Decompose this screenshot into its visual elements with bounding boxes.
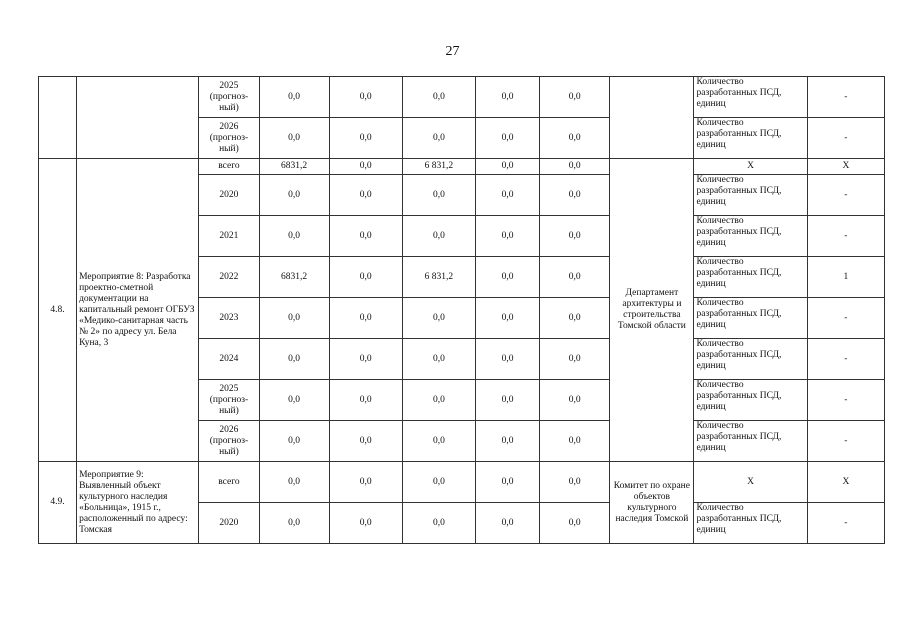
value-cell-5: 0,0 xyxy=(540,216,610,257)
value-cell-5: 0,0 xyxy=(540,298,610,339)
value-cell-4: 0,0 xyxy=(476,462,540,503)
year-cell: 2023 xyxy=(199,298,259,339)
indicator-cell: Количество разработанных ПСД, единиц xyxy=(694,339,807,380)
value-cell-3: 0,0 xyxy=(402,298,475,339)
indicator-value-cell: 1 xyxy=(807,257,884,298)
value-cell-3: 6 831,2 xyxy=(402,159,475,175)
value-cell-5: 0,0 xyxy=(540,339,610,380)
activity-index: 4.9. xyxy=(39,462,77,544)
indicator-cell: Количество разработанных ПСД, единиц xyxy=(694,421,807,462)
value-cell-1: 0,0 xyxy=(259,175,329,216)
value-cell-3: 0,0 xyxy=(402,462,475,503)
value-cell-5: 0,0 xyxy=(540,77,610,118)
value-cell-1: 0,0 xyxy=(259,298,329,339)
index-cell xyxy=(39,77,77,159)
activity-name: Мероприятие 8: Разработка проектно-сметной документации на капитальный ремонт ОГБУЗ «Медико-санитарная часть № 2» по адресу ул. Бела Куна, 3 xyxy=(77,159,199,462)
value-cell-4: 0,0 xyxy=(476,77,540,118)
value-cell-1: 0,0 xyxy=(259,462,329,503)
value-cell-2: 0,0 xyxy=(329,298,402,339)
indicator-cell: Количество разработанных ПСД, единиц xyxy=(694,118,807,159)
value-cell-5: 0,0 xyxy=(540,175,610,216)
indicator-cell: Количество разработанных ПСД, единиц xyxy=(694,257,807,298)
value-cell-3: 0,0 xyxy=(402,380,475,421)
indicator-cell: Количество разработанных ПСД, единиц xyxy=(694,77,807,118)
value-cell-4: 0,0 xyxy=(476,175,540,216)
indicator-value-cell: - xyxy=(807,339,884,380)
value-cell-3: 0,0 xyxy=(402,77,475,118)
value-cell-4: 0,0 xyxy=(476,421,540,462)
org-cell xyxy=(610,77,694,159)
value-cell-2: 0,0 xyxy=(329,421,402,462)
value-cell-4: 0,0 xyxy=(476,159,540,175)
program-table xyxy=(38,76,885,544)
responsible-org: Департамент архитектуры и строительства Томской области xyxy=(610,159,694,462)
value-cell-1: 0,0 xyxy=(259,380,329,421)
indicator-value-cell: - xyxy=(807,77,884,118)
indicator-value-cell: - xyxy=(807,175,884,216)
indicator-cell: Количество разработанных ПСД, единиц xyxy=(694,298,807,339)
indicator-cell: Количество разработанных ПСД, единиц xyxy=(694,175,807,216)
value-cell-1: 0,0 xyxy=(259,421,329,462)
value-cell-1: 6831,2 xyxy=(259,159,329,175)
value-cell-5: 0,0 xyxy=(540,421,610,462)
value-cell-3: 0,0 xyxy=(402,118,475,159)
indicator-value-cell: - xyxy=(807,298,884,339)
value-cell-5: 0,0 xyxy=(540,380,610,421)
year-cell: 2025 (прогноз-ный) xyxy=(199,77,259,118)
value-cell-3: 0,0 xyxy=(402,421,475,462)
page-number: 27 xyxy=(445,44,460,59)
value-cell-4: 0,0 xyxy=(476,216,540,257)
value-cell-2: 0,0 xyxy=(329,118,402,159)
value-cell-5: 0,0 xyxy=(540,159,610,175)
year-cell: 2022 xyxy=(199,257,259,298)
year-cell: 2025 (прогноз-ный) xyxy=(199,380,259,421)
value-cell-2: 0,0 xyxy=(329,339,402,380)
year-cell: всего xyxy=(199,159,259,175)
value-cell-1: 0,0 xyxy=(259,216,329,257)
value-cell-2: 0,0 xyxy=(329,77,402,118)
value-cell-2: 0,0 xyxy=(329,380,402,421)
value-cell-4: 0,0 xyxy=(476,298,540,339)
table-row-total xyxy=(39,462,885,503)
indicator-value-cell: X xyxy=(807,159,884,175)
responsible-org: Комитет по охране объектов культурного наследия Томской xyxy=(610,462,694,544)
year-cell: 2020 xyxy=(199,503,259,544)
value-cell-2: 0,0 xyxy=(329,159,402,175)
value-cell-1: 0,0 xyxy=(259,118,329,159)
indicator-cell: Количество разработанных ПСД, единиц xyxy=(694,380,807,421)
value-cell-5: 0,0 xyxy=(540,503,610,544)
activity-name-cell xyxy=(77,77,199,159)
value-cell-2: 0,0 xyxy=(329,216,402,257)
activity-index: 4.8. xyxy=(39,159,77,462)
program-table-body xyxy=(39,77,885,544)
activity-name: Мероприятие 9: Выявленный объект культурного наследия «Больница», 1915 г., расположенный по адресу: Томская xyxy=(77,462,199,544)
value-cell-5: 0,0 xyxy=(540,257,610,298)
value-cell-4: 0,0 xyxy=(476,118,540,159)
value-cell-2: 0,0 xyxy=(329,257,402,298)
value-cell-2: 0,0 xyxy=(329,503,402,544)
value-cell-3: 0,0 xyxy=(402,175,475,216)
value-cell-2: 0,0 xyxy=(329,175,402,216)
value-cell-5: 0,0 xyxy=(540,462,610,503)
value-cell-1: 0,0 xyxy=(259,77,329,118)
value-cell-3: 6 831,2 xyxy=(402,257,475,298)
value-cell-4: 0,0 xyxy=(476,503,540,544)
value-cell-4: 0,0 xyxy=(476,257,540,298)
table-row xyxy=(39,77,885,118)
value-cell-3: 0,0 xyxy=(402,339,475,380)
value-cell-5: 0,0 xyxy=(540,118,610,159)
indicator-value-cell: - xyxy=(807,216,884,257)
indicator-cell: Количество разработанных ПСД, единиц xyxy=(694,216,807,257)
indicator-cell: Количество разработанных ПСД, единиц xyxy=(694,503,807,544)
value-cell-4: 0,0 xyxy=(476,339,540,380)
value-cell-1: 6831,2 xyxy=(259,257,329,298)
indicator-value-cell: - xyxy=(807,380,884,421)
value-cell-3: 0,0 xyxy=(402,503,475,544)
indicator-value-cell: - xyxy=(807,118,884,159)
value-cell-3: 0,0 xyxy=(402,216,475,257)
year-cell: 2026 (прогноз-ный) xyxy=(199,118,259,159)
year-cell: 2026 (прогноз-ный) xyxy=(199,421,259,462)
year-cell: 2020 xyxy=(199,175,259,216)
indicator-cell: X xyxy=(694,462,807,503)
value-cell-2: 0,0 xyxy=(329,462,402,503)
indicator-value-cell: X xyxy=(807,462,884,503)
indicator-cell: X xyxy=(694,159,807,175)
year-cell: 2021 xyxy=(199,216,259,257)
value-cell-1: 0,0 xyxy=(259,503,329,544)
indicator-value-cell: - xyxy=(807,503,884,544)
value-cell-1: 0,0 xyxy=(259,339,329,380)
table-row-total xyxy=(39,159,885,175)
value-cell-4: 0,0 xyxy=(476,380,540,421)
year-cell: всего xyxy=(199,462,259,503)
year-cell: 2024 xyxy=(199,339,259,380)
indicator-value-cell: - xyxy=(807,421,884,462)
